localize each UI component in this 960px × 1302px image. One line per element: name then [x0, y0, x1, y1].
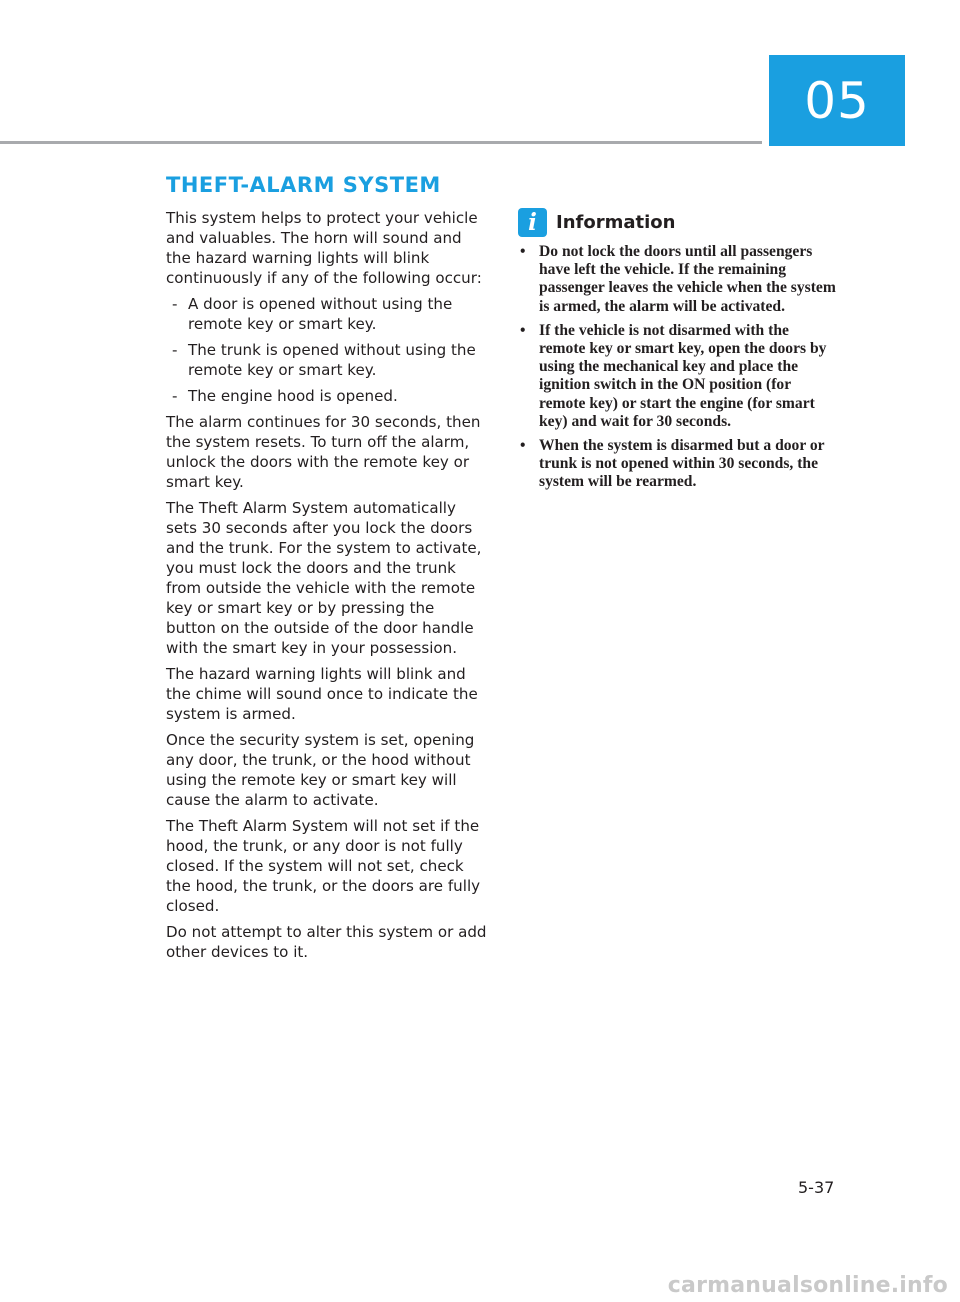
list-item-text: The engine hood is opened. — [188, 387, 398, 405]
list-item — [518, 243, 836, 316]
header-rule — [0, 141, 762, 144]
dash-marker: - — [172, 341, 178, 359]
bullet-marker: • — [520, 437, 526, 455]
list-item-text: When the system is disarmed but a door or trunk is not opened within 30 seconds, the system will be rearmed. — [539, 437, 825, 491]
chapter-tab: 05 — [769, 55, 905, 146]
bullet-marker: • — [520, 243, 526, 260]
body-paragraph: Do not attempt to alter this system or add other devices to it. — [166, 923, 487, 961]
body-paragraph: The Theft Alarm System automatically sets 30 seconds after you lock the doors and the trunk. For the system to activate, you must lock the doors and the trunk from outside the vehicle with the remote key or smart key or by pressing the button on the outside of the door handle with the smart key in your possession. — [166, 499, 482, 657]
list-item-text: A door is opened without using the remote key or smart key. — [188, 295, 453, 333]
list-item — [166, 340, 488, 380]
page-number: 5-37 — [798, 1178, 835, 1197]
information-list — [518, 243, 836, 492]
body-column-left — [166, 208, 488, 968]
list-item — [518, 322, 836, 431]
list-item — [518, 437, 836, 492]
body-paragraph: The alarm continues for 30 seconds, then the system resets. To turn off the alarm, unlock the doors with the remote key or smart key. — [166, 413, 481, 491]
information-box — [518, 208, 836, 498]
section-title: THEFT-ALARM SYSTEM — [166, 173, 441, 197]
list-item — [166, 386, 488, 406]
info-icon: i — [518, 208, 547, 237]
body-paragraph: The hazard warning lights will blink and the chime will sound once to indicate the system is armed. — [166, 665, 478, 723]
list-item-text: The trunk is opened without using the remote key or smart key. — [188, 341, 476, 379]
dash-marker: - — [172, 387, 178, 405]
list-item-text: If the vehicle is not disarmed with the remote key or smart key, open the doors by using the mechanical key and place the ignition switch in the ON position (for remote key) or start the engine (for smart key) and wait for 30 seconds. — [539, 321, 827, 430]
dash-marker: - — [172, 295, 178, 313]
watermark: carmanualsonline.info — [667, 1273, 948, 1298]
condition-list — [166, 294, 488, 406]
information-title: Information — [556, 212, 676, 233]
body-paragraph: Once the security system is set, opening any door, the trunk, or the hood without using the remote key or smart key will cause the alarm to activate. — [166, 731, 475, 809]
bullet-marker: • — [520, 321, 526, 339]
list-item-text: Do not lock the doors until all passengers have left the vehicle. If the remaining passenger leaves the vehicle when the system is armed, the alarm will be activated. — [539, 243, 836, 315]
intro-paragraph: This system helps to protect your vehicle and valuables. The horn will sound and the hazard warning lights will blink continuously if any of the following occur: — [166, 209, 482, 287]
body-paragraph: The Theft Alarm System will not set if the hood, the trunk, or any door is not fully closed. If the system will not set, check the hood, the trunk, or the doors are fully closed. — [166, 817, 481, 915]
list-item — [166, 294, 488, 334]
information-header — [518, 208, 836, 237]
